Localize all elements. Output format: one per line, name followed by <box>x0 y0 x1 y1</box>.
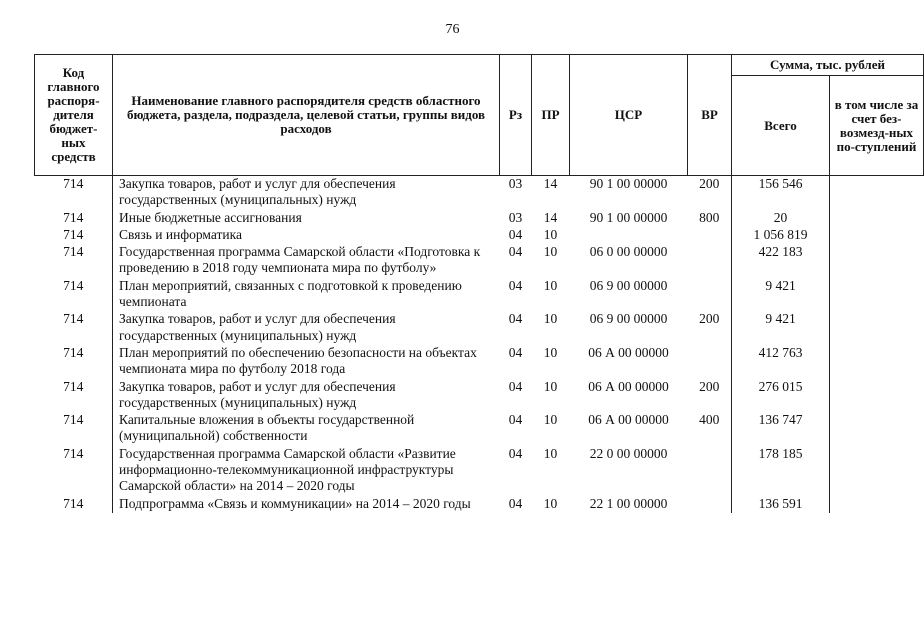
cell-code: 714 <box>35 227 113 244</box>
cell-total: 156 546 <box>732 176 830 210</box>
header-code: Код главного распоря-дителя бюджет-ных средств <box>35 55 113 176</box>
cell-csr: 06 А 00 00000 <box>588 412 669 428</box>
table-row <box>35 345 924 379</box>
header-rz: Рз <box>500 55 532 176</box>
header-pr: ПР <box>532 55 570 176</box>
cell-csr: 22 0 00 00000 <box>589 445 668 461</box>
cell-total: 136 747 <box>732 412 830 446</box>
table-header <box>35 55 924 176</box>
cell-rz: 04 <box>508 277 523 293</box>
header-total: Всего <box>732 76 830 176</box>
cell-name: Подпрограмма «Связь и коммуникации» на 2014 – 2020 годы <box>119 495 471 511</box>
cell-pr: 10 <box>543 277 558 293</box>
cell-rz: 03 <box>508 176 523 191</box>
header-vr: ВР <box>688 55 732 176</box>
cell-total: 9 421 <box>732 278 830 312</box>
cell-pr: 10 <box>543 311 558 327</box>
table-row <box>35 210 924 227</box>
table-row <box>35 176 924 210</box>
table-row <box>35 311 924 345</box>
header-csr: ЦСР <box>570 55 688 176</box>
cell-rz: 04 <box>508 495 523 511</box>
cell-pr: 10 <box>543 412 558 428</box>
table-body <box>35 176 924 513</box>
cell-code: 714 <box>35 345 113 379</box>
cell-total: 276 015 <box>732 379 830 413</box>
cell-gratuitous <box>830 278 924 312</box>
cell-gratuitous <box>830 311 924 345</box>
header-name: Наименование главного распорядителя средств областного бюджета, раздела, подраздела, целевой статьи, группы видов расходов <box>113 55 500 176</box>
cell-rz: 04 <box>508 412 523 428</box>
cell-vr <box>688 446 732 496</box>
cell-pr: 10 <box>543 378 558 394</box>
cell-name: Закупка товаров, работ и услуг для обеспечения государственных (муниципальных) нужд <box>119 378 396 410</box>
cell-name: Связь и информатика <box>119 226 242 242</box>
cell-name: План мероприятий по обеспечению безопасности на объектах чемпионата мира по футболу 2018 года <box>119 344 477 377</box>
table-row <box>35 446 924 496</box>
cell-pr: 14 <box>543 176 558 191</box>
cell-vr: 800 <box>699 209 720 225</box>
cell-csr: 06 9 00 00000 <box>589 277 668 293</box>
cell-gratuitous <box>830 412 924 446</box>
cell-name: Иные бюджетные ассигнования <box>119 209 302 225</box>
cell-total: 412 763 <box>732 345 830 379</box>
header-sum: Сумма, тыс. рублей <box>732 55 924 76</box>
cell-rz: 04 <box>508 445 523 461</box>
cell-vr: 200 <box>699 176 720 191</box>
cell-pr: 10 <box>543 244 558 260</box>
cell-csr: 06 9 00 00000 <box>589 311 668 327</box>
cell-pr: 14 <box>543 209 558 225</box>
cell-gratuitous <box>830 496 924 513</box>
cell-gratuitous <box>830 345 924 379</box>
cell-csr: 06 А 00 00000 <box>588 344 669 360</box>
cell-pr: 10 <box>543 226 558 242</box>
page-number: 76 <box>445 22 460 37</box>
table-row <box>35 412 924 446</box>
cell-rz: 04 <box>508 244 523 260</box>
cell-code: 714 <box>35 278 113 312</box>
cell-code: 714 <box>35 210 113 227</box>
cell-name: Закупка товаров, работ и услуг для обеспечения государственных (муниципальных) нужд <box>119 311 396 343</box>
cell-csr: 90 1 00 00000 <box>589 209 668 225</box>
cell-vr: 200 <box>699 311 720 327</box>
cell-csr <box>570 227 688 244</box>
cell-code: 714 <box>35 176 113 210</box>
table-row <box>35 496 924 513</box>
header-gratuitous: в том числе за счет без-возмезд-ных по-ступлений <box>830 76 924 176</box>
cell-rz: 04 <box>508 378 523 394</box>
cell-pr: 10 <box>543 445 558 461</box>
cell-code: 714 <box>35 244 113 278</box>
cell-vr <box>688 244 732 278</box>
cell-gratuitous <box>830 446 924 496</box>
cell-rz: 03 <box>508 209 523 225</box>
cell-total: 178 185 <box>732 446 830 496</box>
cell-pr: 10 <box>543 495 558 511</box>
cell-total: 422 183 <box>732 244 830 278</box>
cell-gratuitous <box>830 244 924 278</box>
cell-code: 714 <box>35 412 113 446</box>
cell-vr: 400 <box>699 412 720 428</box>
table-row <box>35 244 924 278</box>
cell-csr: 06 А 00 00000 <box>588 378 669 394</box>
cell-rz: 04 <box>508 226 523 242</box>
cell-gratuitous <box>830 176 924 210</box>
cell-total: 1 056 819 <box>732 227 830 244</box>
cell-total: 20 <box>732 210 830 227</box>
cell-csr: 06 0 00 00000 <box>589 244 668 260</box>
cell-total: 136 591 <box>732 496 830 513</box>
cell-vr <box>688 278 732 312</box>
budget-table <box>34 54 924 513</box>
cell-vr <box>688 345 732 379</box>
cell-name: Закупка товаров, работ и услуг для обеспечения государственных (муниципальных) нужд <box>119 176 396 208</box>
cell-code: 714 <box>35 446 113 496</box>
cell-gratuitous <box>830 227 924 244</box>
cell-gratuitous <box>830 210 924 227</box>
cell-vr: 200 <box>699 378 720 394</box>
cell-name: Государственная программа Самарской области «Подготовка к проведению в 2018 году чемпионата мира по футболу» <box>119 244 481 276</box>
cell-code: 714 <box>35 496 113 513</box>
cell-rz: 04 <box>508 344 523 360</box>
cell-total: 9 421 <box>732 311 830 345</box>
cell-vr <box>688 227 732 244</box>
table-row <box>35 227 924 244</box>
cell-gratuitous <box>830 379 924 413</box>
cell-pr: 10 <box>543 344 558 360</box>
cell-name: Государственная программа Самарской области «Развитие информационно-телекоммуникационной инфраструктуры Самарской области» на 2014 – 2020 годы <box>119 445 456 494</box>
cell-vr <box>688 496 732 513</box>
table-row <box>35 379 924 413</box>
cell-code: 714 <box>35 311 113 345</box>
cell-csr: 22 1 00 00000 <box>589 495 668 511</box>
cell-code: 714 <box>35 379 113 413</box>
cell-rz: 04 <box>508 311 523 327</box>
cell-name: Капитальные вложения в объекты государственной (муниципальной) собственности <box>119 412 415 444</box>
table-row <box>35 278 924 312</box>
cell-name: План мероприятий, связанных с подготовкой к проведению чемпионата <box>119 277 462 310</box>
cell-csr: 90 1 00 00000 <box>589 176 668 191</box>
